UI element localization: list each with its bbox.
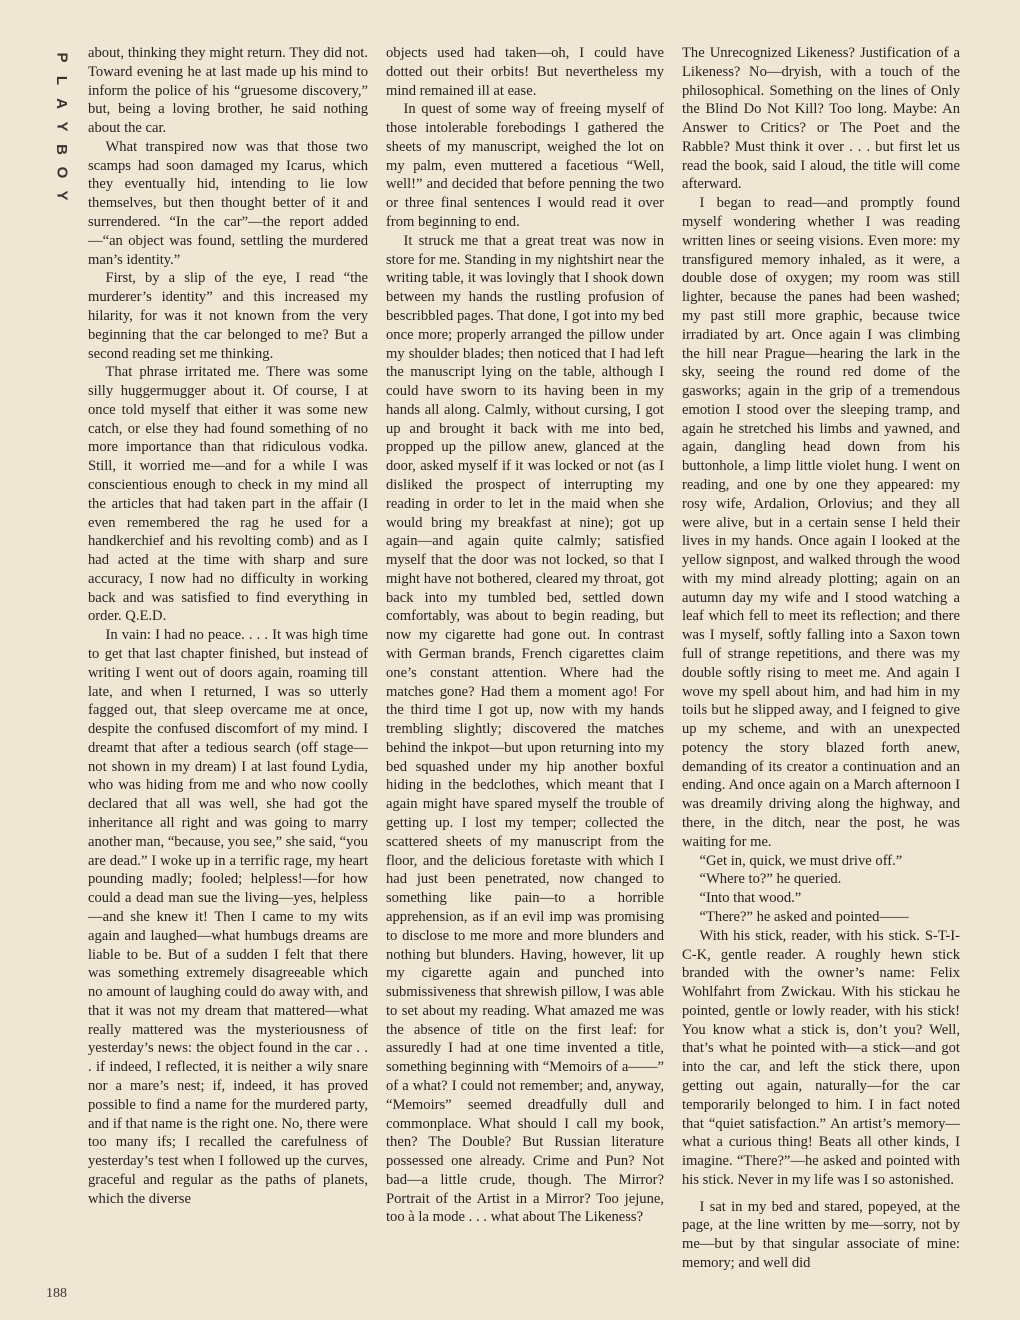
paragraph: “Where to?” he queried. bbox=[699, 871, 842, 888]
paragraph: I sat in my bed and stared, popeyed, at the page, at the line written by me—sorry, not by me—but by that singular associate of mine: memory; and well did bbox=[682, 1198, 960, 1271]
spine-letter: P bbox=[53, 52, 71, 63]
spine-letter: Y bbox=[53, 121, 71, 132]
paragraph: First, by a slip of the eye, I read “the murderer’s identity” and this increased my hilarity, for was it not known from the very beginning that the car belonged to me? But a second reading set me thinking. bbox=[88, 270, 368, 362]
paragraph: What transpired now was that those two scamps had soon damaged my Icarus, which they eventually hid, intending to lie low themselves, but then thought better of it and surrendered. “In the car”—the report added—“an object was found, settling the murdered man’s identity.” bbox=[88, 138, 368, 268]
paragraph: With his stick, reader, with his stick. S-T-I-C-K, gentle reader. A roughly hewn stick branded with the owner’s name: Felix Wohlfahrt from Zwickau. With his stickau he pointed, gentle or lowly reader, with his stick! You know what a stick is, don’t you? Well, that’s what he pointed with—a stick—and got into the car, and left the stick there, upon getting out again, naturally—for the car temporarily belonged to him. I in fact noted that “quiet satisfaction.” An artist’s memory—what a curious thing! Beats all other kinds, I imagine. “There?”—he asked and pointed with his stick. Never in my life was I so astonished. bbox=[682, 927, 960, 1188]
text-column-1 bbox=[88, 44, 368, 1294]
paragraph: I began to read—and promptly found myself wondering whether I was reading written lines or seeing visions. Even more: my transfigured memory inhaled, as it were, a double dose of oxygen; my room was still lighter, because the panes had been washed; my past still more graphic, because twice irradiated by art. Once again I was climbing the hill near Prague—hearing the lark in the sky, seeing the round red dome of the gasworks; again in the grip of a tremendous emotion I stood over the sleeping tramp, and again he stretched his limbs and yawned, and again, dangling head down from his buttonhole, a limp little violet hung. I went on reading, and one by one they appeared: my rosy wife, Ardalion, Orlovius; and they all were alive, but in a certain sense I held their lives in my hands. Once again I looked at the yellow signpost, and walked through the wood with my mind already plotting; again on an autumn day my wife and I stood watching a leaf which fell to meet its reflection; and there was I myself, softly falling into a Saxon town full of strange repetitions, and there was my double softly rising to meet me. And again I wove my spell about him, and had him in my toils but he slipped away, and I feigned to give up my scheme, and with an unexpected potency the story blazed forth anew, demanding of its creator a continuation and an ending. And once again on a March afternoon I was dreamily driving along the highway, and there, in the ditch, near the post, he was waiting for me. bbox=[682, 195, 960, 850]
spine-letter: Y bbox=[53, 190, 71, 201]
paragraph: The Unrecognized Likeness? Justification of a Likeness? No—dryish, with a touch of the philosophical. Something on the lines of Only the Blind Do Not Kill? Too long. Maybe: An Answer to Critics? or The Poet and the Rabble? Must think it over . . . but first let us read the book, said I aloud, the title will come afterward. bbox=[682, 45, 960, 193]
text-column-2 bbox=[386, 44, 664, 1294]
page-number: 188 bbox=[46, 1286, 67, 1301]
spine-letter: L bbox=[53, 75, 71, 86]
paragraph: “Get in, quick, we must drive off.” bbox=[699, 852, 903, 869]
text-column-3 bbox=[682, 44, 960, 1294]
paragraph: In quest of some way of freeing myself of those intolerable forebodings I gathered the sheets of my manuscript, weighed the lot on my palm, even muttered a facetious “Well, well!” and decided that before penning the two or three final sentences I would read it over from beginning to end. bbox=[386, 101, 664, 231]
paragraph: about, thinking they might return. They did not. Toward evening he at last made up his mind to inform the police of his “gruesome discovery,” but, being a loving brother, he said nothing about the car. bbox=[88, 45, 368, 137]
paragraph: “Into that wood.” bbox=[699, 890, 802, 907]
spine-letter: A bbox=[53, 98, 71, 109]
paragraph: It struck me that a great treat was now in store for me. Standing in my nightshirt near the writing table, it was lovingly that I shook down between my hands the rustling profusion of bescribbled pages. That done, I got into my bed once more; properly arranged the pillow under my shoulder blades; then noticed that I had left the manuscript lying on the table, although I could have sworn to its having been in my hands all along. Calmly, without cursing, I got up and brought it back with me into bed, propped up the pillow anew, glanced at the door, asked myself if it was locked or not (as I disliked the prospect of interrupting my reading in order to let in the maid when she would bring my breakfast at nine); got up again—and again quite calmly; satisfied myself that the door was not locked, so that I might have not bothered, cleared my throat, got back into my tumbled bed, settled down comfortably, was about to begin reading, but now my cigarette had gone out. In contrast with German brands, French cigarettes claim one’s constant attention. Where had the matches gone? Had them a moment ago! For the third time I got up, now with my hands trembling slightly; discovered the matches behind the inkpot—but upon returning into my bed squashed under my hip another boxful hiding in the bedclothes, which meant that I again might have spared myself the trouble of getting up. I lost my temper; collected the scattered sheets of my manuscript from the floor, and the delicious foretaste with which I had just been penetrated, now changed to something like pain—to a horrible apprehension, as if an evil imp was promising to disclose to me more and more blunders and nothing but blunders. Having, however, lit up my cigarette again and punched into submissiveness that shrewish pillow, I was able to set about my reading. What amazed me was the absence of title on the first leaf: for assuredly I had at one time invented a title, something beginning with “Memoirs of a——” of a what? I could not remember; and, anyway, “Memoirs” seemed dreadfully dull and commonplace. What should I call my book, then? The Double? But Russian literature possessed one already. Crime and Pun? Not bad—a little crude, though. The Mirror? Portrait of the Artist in a Mirror? Too jejune, too à la mode . . . what about The Likeness? bbox=[386, 232, 664, 1226]
spine-letter: O bbox=[53, 166, 71, 179]
magazine-spine-title bbox=[53, 46, 71, 207]
paragraph: objects used had taken—oh, I could have dotted out their orbits! But nevertheless my mind remained ill at ease. bbox=[386, 45, 664, 99]
paragraph: “There?” he asked and pointed—— bbox=[699, 908, 909, 925]
paragraph: That phrase irritated me. There was some silly huggermugger about it. Of course, I at once told myself that either it was some new catch, or else they had found something of no more importance than that ridiculous vodka. Still, it worried me—and for a while I was conscientious enough to check in my mind all the articles that had taken part in the affair (I even remembered the rag he used for a handkerchief and his revolting comb) and as I had acted at the time with sharp and sure accuracy, I now had no difficulty in working back and was satisfied to find everything in order. Q.E.D. bbox=[88, 364, 368, 625]
paragraph: In vain: I had no peace. . . . It was high time to get that last chapter finished, but instead of writing I went out of doors again, roaming till late, and when I returned, I was so utterly fagged out, that sleep overcame me at once, despite the confused discomfort of my mind. I dreamt that after a tedious search (off stage—not shown in my dream) I at last found Lydia, who was hiding from me and who now coolly declared that all was well, she had got the inheritance all right and was going to marry another man, “because, you see,” she said, “you are dead.” I woke up in a terrific rage, my heart pounding madly; fooled; helpless!—for how could a dead man sue the living—yes, helpless—and she knew it! Then I came to my wits again and laughed—what humbugs dreams are liable to be. But of a sudden I felt that there was something extremely disagreeable which no amount of laughing could do away with, and that it was not my dream that mattered—what really mattered was the mysteriousness of yesterday’s news: the object found in the car . . . if indeed, I reflected, it is neither a wily snare nor a mare’s nest; if, indeed, it has proved possible to find a name for the murdered party, and if that name is the right one. No, there were too many ifs; I recalled the carefulness of yesterday’s test when I followed up the curves, graceful and regular as the paths of planets, which the diverse bbox=[88, 627, 368, 1207]
spine-letter: B bbox=[53, 144, 71, 155]
